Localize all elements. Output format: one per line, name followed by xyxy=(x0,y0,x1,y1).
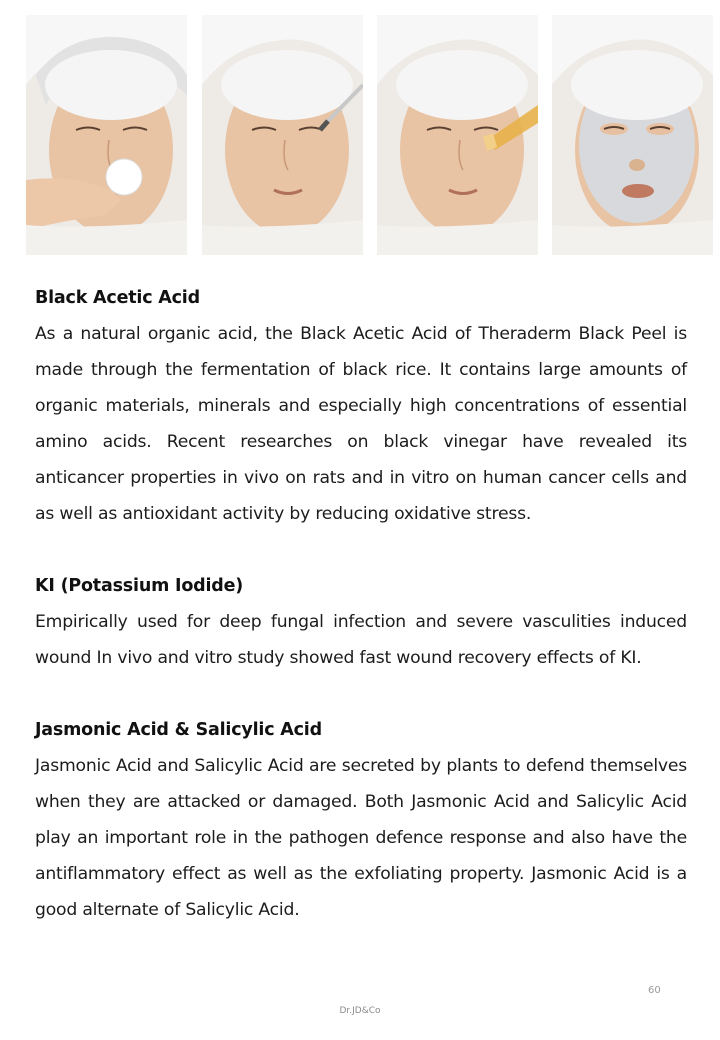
section-gap xyxy=(35,532,687,568)
footer-brand: Dr.JD&Co xyxy=(339,1006,381,1016)
section-heading-jasmonic-salicylic: Jasmonic Acid & Salicylic Acid xyxy=(35,720,322,740)
section-heading-black-acetic-acid: Black Acetic Acid xyxy=(35,288,200,308)
facial-mask-photo xyxy=(552,15,713,255)
section-body-black-acetic-acid: As a natural organic acid, the Black Acetic Acid of Theraderm Black Peel is made through the fermentation of black rice. It contains large amounts of organic materials, minerals and especially high concentrations of essential amino acids. Recent researches on black vinegar have revealed its anticancer properties in vivo on rats and in vitro on human cancer cells and as well as antioxidant activity by reducing oxidative stress. xyxy=(35,324,687,524)
section-body-potassium-iodide: Empirically used for deep fungal infection and severe vasculities induced wound In vivo and vitro study showed fast wound recovery effects of KI. xyxy=(35,612,687,668)
section-body-jasmonic-salicylic: Jasmonic Acid and Salicylic Acid are secreted by plants to defend themselves when they are attacked or damaged. Both Jasmonic Acid and Salicylic Acid play an important role in the pathogen defence response and also have the antiflammatory effect as well as the exfoliating property. Jasmonic Acid is a good alternate of Salicylic Acid. xyxy=(35,756,687,920)
page-number: 60 xyxy=(648,985,661,996)
article-content xyxy=(35,280,687,928)
facial-serum-photo xyxy=(377,15,538,255)
photo-strip xyxy=(26,15,687,255)
section-heading-potassium-iodide: KI (Potassium Iodide) xyxy=(35,576,244,596)
facial-brush-photo xyxy=(202,15,363,255)
facial-cleansing-photo xyxy=(26,15,187,255)
section-gap xyxy=(35,676,687,712)
